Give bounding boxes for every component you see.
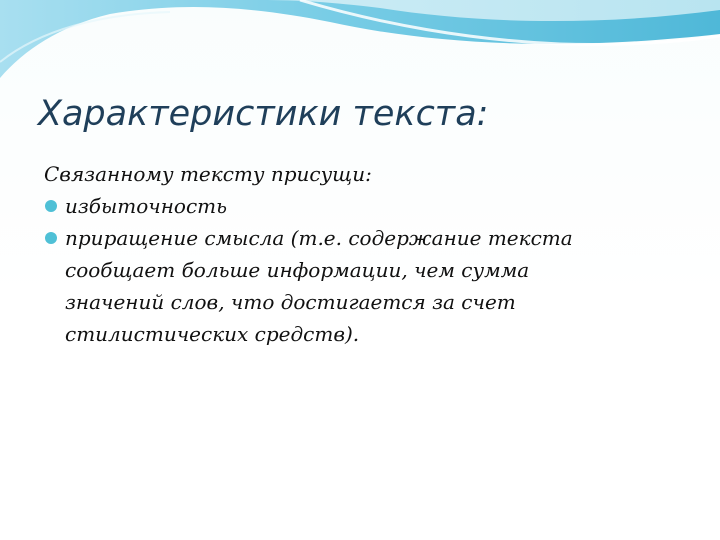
bullet-dot-icon (45, 232, 57, 244)
bullet-text-line: значений слов, что достигается за счет (65, 290, 516, 314)
bullet-item (44, 190, 684, 222)
bullet-list (44, 190, 684, 350)
bullet-text-line: сообщает больше информации, чем сумма (65, 258, 530, 282)
bullet-text-line: избыточность (65, 194, 228, 218)
slide-body (44, 158, 684, 350)
slide-title: Характеристики текста: (38, 94, 489, 134)
bullet-text-line: приращение смысла (т.е. содержание текста (65, 226, 573, 250)
bullet-item (44, 222, 684, 350)
intro-text: Связанному тексту присущи: (44, 162, 372, 186)
bullet-text-line: стилистических средств). (65, 322, 360, 346)
bullet-dot-icon (45, 200, 57, 212)
